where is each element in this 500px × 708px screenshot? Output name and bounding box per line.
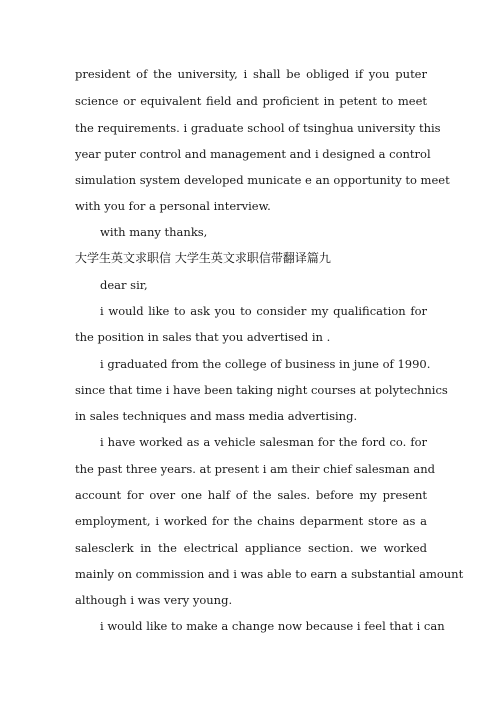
paragraph-line: president of the university, i shall be obliged if you puter (75, 67, 427, 81)
paragraph-line: i graduated from the college of business in june of 1990. (100, 357, 431, 371)
paragraph-line: simulation system developed municate e an opportunity to meet (75, 173, 450, 187)
paragraph-line: salesclerk in the electrical appliance section. we worked (75, 541, 427, 555)
paragraph-line: science or equivalent field and proficient in petent to meet (75, 94, 427, 108)
paragraph-line: account for over one half of the sales. before my present (75, 488, 427, 502)
paragraph-line: employment, i worked for the chains deparment store as a (75, 514, 427, 528)
paragraph-line: the requirements. i graduate school of tsinghua university this (75, 121, 441, 135)
salutation-line: dear sir, (100, 278, 148, 292)
paragraph-line: i would like to ask you to consider my qualification for (100, 304, 427, 318)
paragraph-line: with you for a personal interview. (75, 199, 271, 213)
paragraph-line: since that time i have been taking night courses at polytechnics (75, 383, 448, 397)
paragraph-line: in sales techniques and mass media advertising. (75, 409, 358, 423)
paragraph-line: i have worked as a vehicle salesman for the ford co. for (100, 435, 427, 449)
paragraph-line: i would like to make a change now because i feel that i can (100, 619, 445, 633)
paragraph-line: the past three years. at present i am their chief salesman and (75, 462, 435, 476)
section-heading: 大学生英文求职信 大学生英文求职信带翻译篇九 (75, 251, 331, 265)
closing-line: with many thanks, (100, 225, 208, 239)
paragraph-line: year puter control and management and i designed a control (75, 147, 431, 161)
paragraph-line: although i was very young. (75, 593, 233, 607)
paragraph-line: the position in sales that you advertised in . (75, 330, 331, 344)
paragraph-line: mainly on commission and i was able to earn a substantial amount (75, 567, 464, 581)
